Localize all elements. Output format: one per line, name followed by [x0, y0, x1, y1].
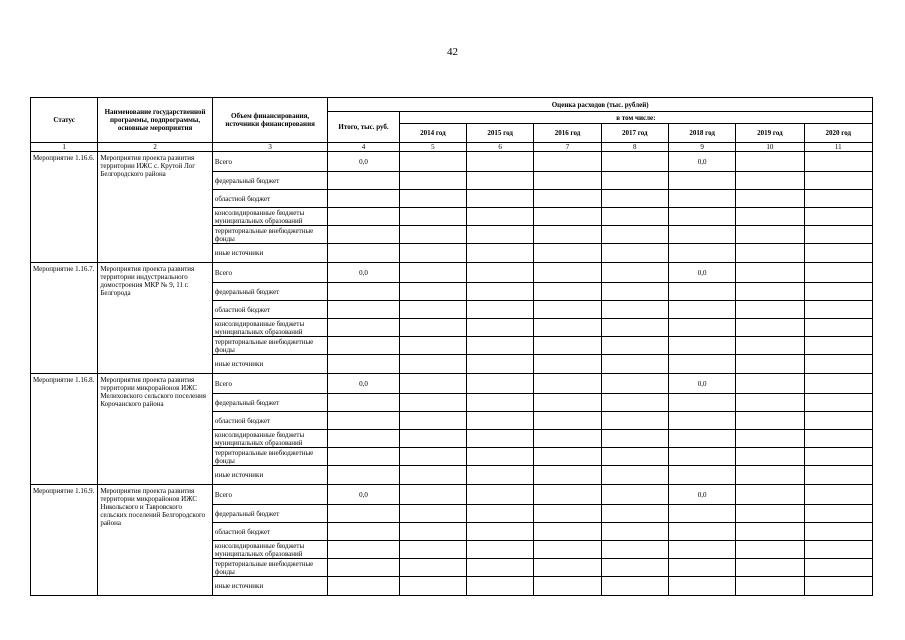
- value-cell: [601, 355, 668, 374]
- value-cell: [736, 448, 804, 466]
- value-cell: [328, 394, 399, 412]
- value-cell: [601, 466, 668, 485]
- value-cell: [804, 355, 872, 374]
- value-cell: [328, 226, 399, 244]
- activity-name: Мероприятия проекта развития территории микрорайонов ИЖС Мелиховского сельского поселения Корочанского района: [98, 374, 213, 485]
- column-number: 10: [736, 143, 804, 152]
- value-cell: [804, 412, 872, 430]
- column-number: 5: [399, 143, 466, 152]
- table-row: [31, 485, 873, 505]
- value-cell: [534, 226, 601, 244]
- value-cell: [534, 485, 601, 505]
- value-cell: [804, 374, 872, 394]
- financing-source: территориальные внебюджетные фонды: [212, 226, 328, 244]
- value-cell: [399, 523, 466, 541]
- value-cell: [399, 466, 466, 485]
- value-cell: [601, 319, 668, 337]
- financing-source: федеральный бюджет: [212, 283, 328, 301]
- value-cell: [601, 505, 668, 523]
- value-cell: [467, 172, 534, 190]
- value-cell: [534, 283, 601, 301]
- value-cell: [668, 541, 735, 559]
- column-number: 7: [534, 143, 601, 152]
- value-cell: [399, 505, 466, 523]
- value-cell: [804, 394, 872, 412]
- value-cell: [804, 263, 872, 283]
- value-cell: [467, 263, 534, 283]
- value-cell: [328, 505, 399, 523]
- value-cell: [467, 283, 534, 301]
- year-2018-value: 0,0: [668, 374, 735, 394]
- value-cell: [467, 226, 534, 244]
- value-cell: [601, 263, 668, 283]
- value-cell: [467, 412, 534, 430]
- column-number: 11: [804, 143, 872, 152]
- value-cell: [534, 505, 601, 523]
- value-cell: [399, 577, 466, 596]
- header-cost-estimate: Оценка расходов (тыс. рублей): [328, 98, 873, 112]
- value-cell: [668, 523, 735, 541]
- value-cell: [736, 208, 804, 226]
- value-cell: [736, 559, 804, 577]
- header-year: 2016 год: [534, 124, 601, 143]
- value-cell: [399, 226, 466, 244]
- table-row: [31, 374, 873, 394]
- value-cell: [534, 301, 601, 319]
- value-cell: [467, 577, 534, 596]
- value-cell: [328, 448, 399, 466]
- value-cell: [467, 374, 534, 394]
- value-cell: [467, 319, 534, 337]
- value-cell: [804, 283, 872, 301]
- value-cell: [467, 559, 534, 577]
- value-cell: [601, 523, 668, 541]
- value-cell: [328, 244, 399, 263]
- value-cell: [534, 559, 601, 577]
- value-cell: [736, 263, 804, 283]
- header-year: 2017 год: [601, 124, 668, 143]
- value-cell: [534, 190, 601, 208]
- value-cell: [328, 190, 399, 208]
- value-cell: [668, 226, 735, 244]
- financing-source: Всего: [212, 152, 328, 172]
- value-cell: [328, 283, 399, 301]
- value-cell: [534, 374, 601, 394]
- value-cell: [736, 319, 804, 337]
- value-cell: [804, 208, 872, 226]
- financing-source: иные источники: [212, 577, 328, 596]
- value-cell: [399, 559, 466, 577]
- value-cell: [467, 394, 534, 412]
- value-cell: [601, 152, 668, 172]
- value-cell: [534, 541, 601, 559]
- value-cell: [736, 244, 804, 263]
- value-cell: [804, 485, 872, 505]
- value-cell: [736, 301, 804, 319]
- value-cell: [534, 577, 601, 596]
- value-cell: [601, 559, 668, 577]
- value-cell: [668, 172, 735, 190]
- value-cell: [534, 263, 601, 283]
- value-cell: [736, 541, 804, 559]
- total-value: 0,0: [328, 152, 399, 172]
- value-cell: [736, 505, 804, 523]
- value-cell: [601, 244, 668, 263]
- activity-status: Мероприятие 1.16.9.: [31, 485, 98, 596]
- activity-status: Мероприятие 1.16.8.: [31, 374, 98, 485]
- financing-source: консолидированные бюджеты муниципальных образований: [212, 541, 328, 559]
- value-cell: [601, 301, 668, 319]
- value-cell: [467, 337, 534, 355]
- column-number: 1: [31, 143, 98, 152]
- value-cell: [736, 466, 804, 485]
- activity-name: Мероприятия проекта развития территории микрорайонов ИЖС Никольского и Тавровского сельских поселений Белгородского района: [98, 485, 213, 596]
- value-cell: [399, 244, 466, 263]
- financing-source: иные источники: [212, 355, 328, 374]
- value-cell: [601, 394, 668, 412]
- value-cell: [534, 448, 601, 466]
- value-cell: [668, 319, 735, 337]
- value-cell: [328, 412, 399, 430]
- value-cell: [399, 301, 466, 319]
- value-cell: [534, 466, 601, 485]
- activity-status: Мероприятие 1.16.7.: [31, 263, 98, 374]
- value-cell: [601, 208, 668, 226]
- value-cell: [804, 226, 872, 244]
- financing-source: областной бюджет: [212, 412, 328, 430]
- total-value: 0,0: [328, 485, 399, 505]
- financing-source: областной бюджет: [212, 301, 328, 319]
- value-cell: [668, 466, 735, 485]
- value-cell: [668, 283, 735, 301]
- column-number: 6: [467, 143, 534, 152]
- table-row: [31, 263, 873, 283]
- value-cell: [399, 412, 466, 430]
- value-cell: [534, 152, 601, 172]
- table-row: [31, 152, 873, 172]
- year-2018-value: 0,0: [668, 263, 735, 283]
- value-cell: [399, 337, 466, 355]
- value-cell: [736, 190, 804, 208]
- value-cell: [467, 301, 534, 319]
- value-cell: [736, 394, 804, 412]
- value-cell: [467, 523, 534, 541]
- value-cell: [534, 523, 601, 541]
- value-cell: [736, 374, 804, 394]
- column-number: 9: [668, 143, 735, 152]
- value-cell: [804, 505, 872, 523]
- value-cell: [467, 430, 534, 448]
- value-cell: [804, 319, 872, 337]
- value-cell: [668, 244, 735, 263]
- financing-source: Всего: [212, 485, 328, 505]
- value-cell: [399, 283, 466, 301]
- value-cell: [736, 523, 804, 541]
- financing-source: консолидированные бюджеты муниципальных образований: [212, 208, 328, 226]
- value-cell: [601, 485, 668, 505]
- value-cell: [399, 541, 466, 559]
- column-number: 3: [212, 143, 328, 152]
- value-cell: [668, 448, 735, 466]
- financing-source: федеральный бюджет: [212, 505, 328, 523]
- value-cell: [668, 559, 735, 577]
- value-cell: [328, 466, 399, 485]
- value-cell: [534, 337, 601, 355]
- value-cell: [804, 152, 872, 172]
- activity-name: Мероприятия проекта развития территории ИЖС с. Крутой Лог Белгородского района: [98, 152, 213, 263]
- value-cell: [399, 430, 466, 448]
- value-cell: [399, 394, 466, 412]
- value-cell: [328, 337, 399, 355]
- column-number: 8: [601, 143, 668, 152]
- header-status: Статус: [31, 98, 98, 143]
- header-year: 2015 год: [467, 124, 534, 143]
- value-cell: [804, 559, 872, 577]
- value-cell: [668, 301, 735, 319]
- value-cell: [804, 577, 872, 596]
- total-value: 0,0: [328, 374, 399, 394]
- value-cell: [328, 172, 399, 190]
- page-number: 42: [447, 46, 458, 58]
- value-cell: [328, 355, 399, 374]
- value-cell: [601, 448, 668, 466]
- value-cell: [328, 559, 399, 577]
- activity-name: Мероприятия проекта развития территории индустриального домостроения МКР № 9, 11 г. Белгорода: [98, 263, 213, 374]
- value-cell: [467, 448, 534, 466]
- value-cell: [804, 301, 872, 319]
- financing-source: областной бюджет: [212, 523, 328, 541]
- value-cell: [668, 355, 735, 374]
- value-cell: [534, 412, 601, 430]
- financing-source: территориальные внебюджетные фонды: [212, 559, 328, 577]
- value-cell: [399, 448, 466, 466]
- value-cell: [534, 319, 601, 337]
- value-cell: [601, 577, 668, 596]
- financing-source: территориальные внебюджетные фонды: [212, 337, 328, 355]
- value-cell: [804, 523, 872, 541]
- value-cell: [601, 337, 668, 355]
- financing-source: иные источники: [212, 466, 328, 485]
- activities-body: [31, 152, 873, 596]
- column-number: 4: [328, 143, 399, 152]
- value-cell: [736, 355, 804, 374]
- financing-source: консолидированные бюджеты муниципальных образований: [212, 319, 328, 337]
- value-cell: [804, 466, 872, 485]
- value-cell: [534, 208, 601, 226]
- financing-source: Всего: [212, 374, 328, 394]
- value-cell: [399, 355, 466, 374]
- value-cell: [399, 172, 466, 190]
- value-cell: [601, 541, 668, 559]
- value-cell: [534, 430, 601, 448]
- value-cell: [736, 485, 804, 505]
- financing-source: территориальные внебюджетные фонды: [212, 448, 328, 466]
- value-cell: [467, 505, 534, 523]
- financing-source: федеральный бюджет: [212, 394, 328, 412]
- financing-source: федеральный бюджет: [212, 172, 328, 190]
- value-cell: [601, 226, 668, 244]
- value-cell: [328, 319, 399, 337]
- value-cell: [534, 355, 601, 374]
- value-cell: [328, 541, 399, 559]
- header-including: в том числе:: [399, 112, 872, 124]
- value-cell: [467, 152, 534, 172]
- value-cell: [668, 190, 735, 208]
- value-cell: [736, 172, 804, 190]
- value-cell: [601, 412, 668, 430]
- value-cell: [467, 466, 534, 485]
- value-cell: [601, 430, 668, 448]
- value-cell: [804, 541, 872, 559]
- value-cell: [399, 190, 466, 208]
- value-cell: [668, 577, 735, 596]
- value-cell: [804, 337, 872, 355]
- value-cell: [668, 208, 735, 226]
- column-number: 2: [98, 143, 213, 152]
- value-cell: [736, 226, 804, 244]
- financing-source: консолидированные бюджеты муниципальных образований: [212, 430, 328, 448]
- value-cell: [601, 374, 668, 394]
- value-cell: [399, 319, 466, 337]
- value-cell: [467, 541, 534, 559]
- budget-table: [30, 97, 873, 596]
- value-cell: [328, 301, 399, 319]
- header-financing: Объем финансирования, источники финансирования: [212, 98, 328, 143]
- value-cell: [534, 244, 601, 263]
- value-cell: [601, 172, 668, 190]
- value-cell: [328, 577, 399, 596]
- value-cell: [467, 485, 534, 505]
- value-cell: [601, 190, 668, 208]
- value-cell: [736, 577, 804, 596]
- value-cell: [328, 523, 399, 541]
- value-cell: [736, 283, 804, 301]
- value-cell: [467, 190, 534, 208]
- value-cell: [399, 208, 466, 226]
- value-cell: [534, 172, 601, 190]
- value-cell: [736, 337, 804, 355]
- activity-status: Мероприятие 1.16.6.: [31, 152, 98, 263]
- value-cell: [736, 430, 804, 448]
- header-year: 2014 год: [399, 124, 466, 143]
- header-total: Итого, тыс. руб.: [328, 112, 399, 143]
- value-cell: [534, 394, 601, 412]
- financing-source: иные источники: [212, 244, 328, 263]
- value-cell: [467, 208, 534, 226]
- value-cell: [467, 244, 534, 263]
- year-2018-value: 0,0: [668, 485, 735, 505]
- year-2018-value: 0,0: [668, 152, 735, 172]
- total-value: 0,0: [328, 263, 399, 283]
- value-cell: [328, 430, 399, 448]
- header-year: 2018 год: [668, 124, 735, 143]
- value-cell: [736, 412, 804, 430]
- value-cell: [804, 190, 872, 208]
- value-cell: [399, 485, 466, 505]
- value-cell: [668, 505, 735, 523]
- value-cell: [804, 448, 872, 466]
- header-name: Наименование государственной программы, подпрограммы, основные мероприятия: [98, 98, 213, 143]
- header-year: 2019 год: [736, 124, 804, 143]
- financing-source: Всего: [212, 263, 328, 283]
- header-year: 2020 год: [804, 124, 872, 143]
- value-cell: [668, 394, 735, 412]
- value-cell: [736, 152, 804, 172]
- value-cell: [399, 152, 466, 172]
- value-cell: [668, 430, 735, 448]
- value-cell: [601, 283, 668, 301]
- value-cell: [804, 244, 872, 263]
- value-cell: [804, 172, 872, 190]
- value-cell: [467, 355, 534, 374]
- value-cell: [804, 430, 872, 448]
- value-cell: [668, 412, 735, 430]
- financing-source: областной бюджет: [212, 190, 328, 208]
- value-cell: [399, 263, 466, 283]
- value-cell: [399, 374, 466, 394]
- value-cell: [328, 208, 399, 226]
- value-cell: [668, 337, 735, 355]
